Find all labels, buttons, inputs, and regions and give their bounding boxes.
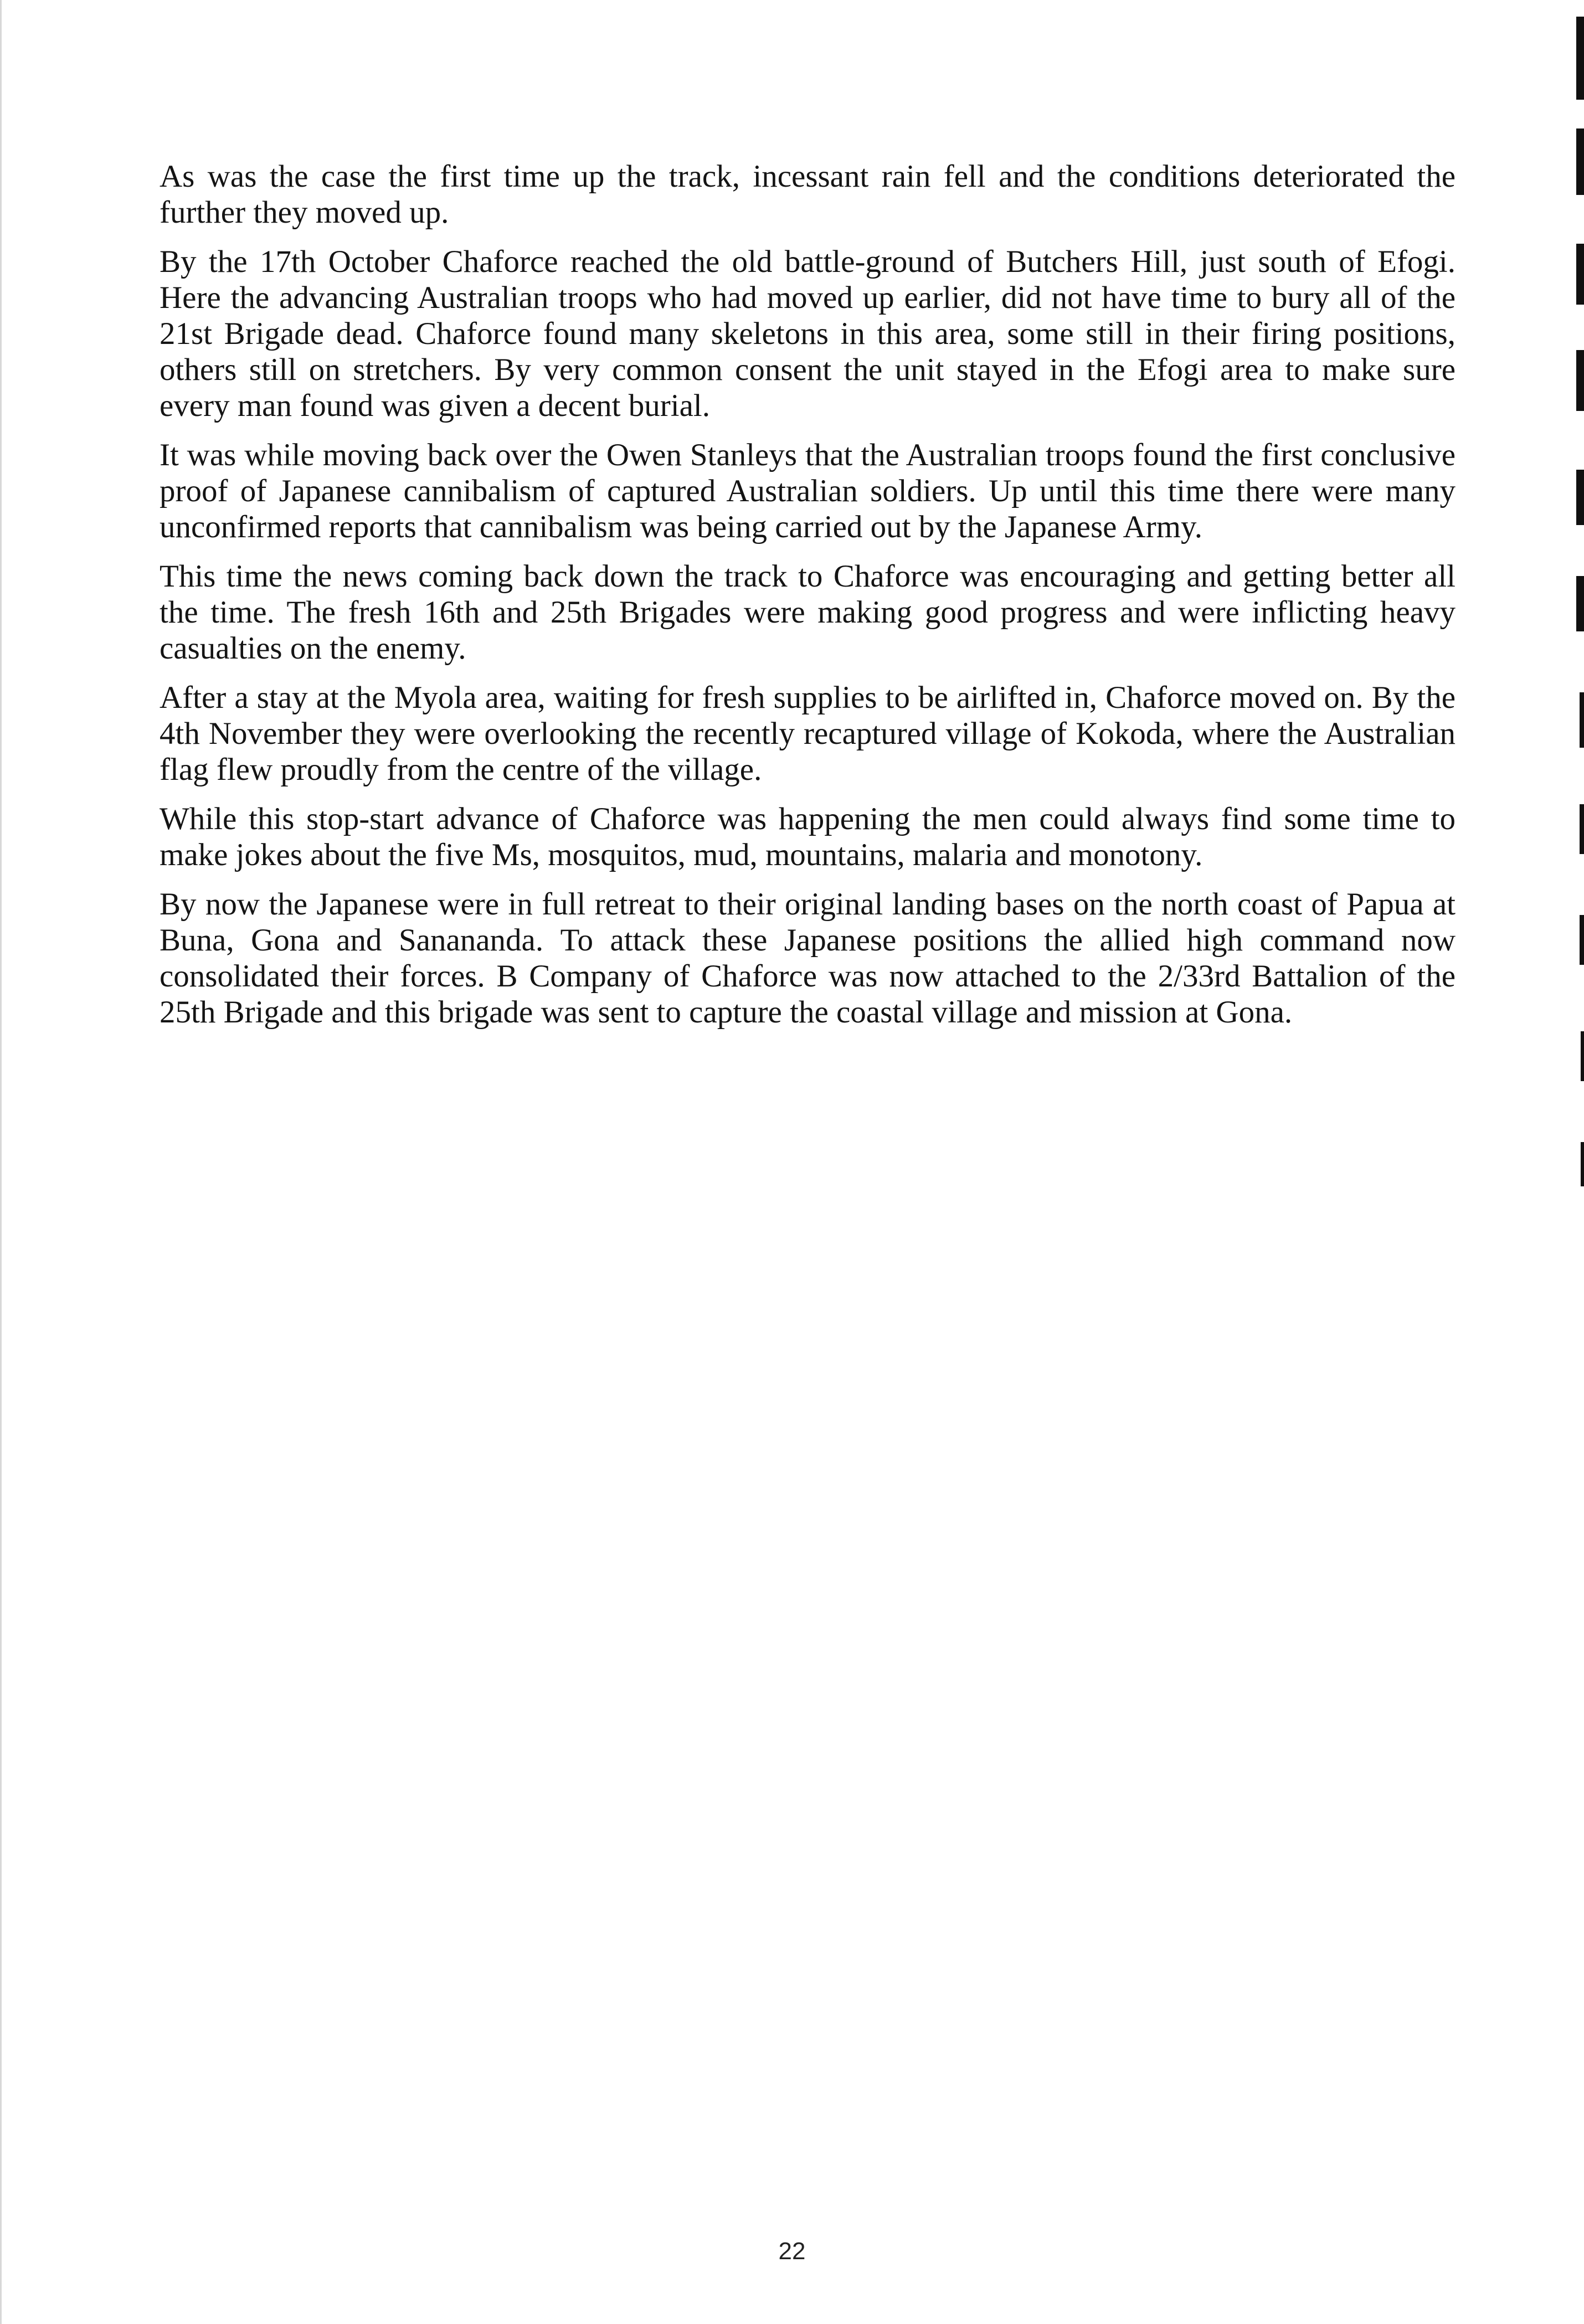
binding-mark (1576, 576, 1584, 631)
binding-mark (1581, 1031, 1584, 1081)
paragraph-myola: After a stay at the Myola area, waiting for fresh supplies to be airlifted in, Chaforce moved on. By the 4th November they were overlooking the recently recaptured village of Kokoda, where the Australian flag flew proudly from the centre of the village. (160, 680, 1456, 787)
paragraph-news: This time the news coming back down the track to Chaforce was encouraging and getting better all the time. The fresh 16th and 25th Brigades were making good progress and were inflicting heavy casualties on the enemy. (160, 559, 1456, 666)
paragraph-retreat: By now the Japanese were in full retreat to their original landing bases on the north coast of Papua at Buna, Gona and Sananandа. To attack these Japanese positions the allied high command now consolidated their forces. B Company of Chaforce was now attached to the 2/33rd Battalion of the 25th Brigade and this brigade was sent to capture the coastal village and mission at Gona. (160, 887, 1456, 1030)
binding-mark (1576, 244, 1584, 305)
binding-mark (1576, 128, 1584, 195)
scan-left-edge (0, 0, 2, 2324)
binding-mark (1580, 692, 1584, 748)
paragraph-rain: As was the case the first time up the track, incessant rain fell and the conditions deteriorated the further they moved up. (160, 159, 1456, 230)
page-number: 22 (778, 2238, 806, 2265)
paragraph-butchers-hill: By the 17th October Chaforce reached the old battle-ground of Butchers Hill, just south of Efogi. Here the advancing Australian troops who had moved up earlier, did not have time to bury all of the 21st Brigade dead. Chaforce found many skeletons in this area, some still in their firing positions, others still on stretchers. By very common consent the unit stayed in the Efogi area to make sure every man found was given a decent burial. (160, 244, 1456, 423)
binding-mark (1576, 350, 1584, 411)
binding-mark (1576, 470, 1584, 525)
binding-mark (1580, 915, 1584, 965)
body-text (160, 158, 1456, 1043)
binding-mark (1580, 804, 1584, 854)
paragraph-owen-stanleys: It was while moving back over the Owen Stanleys that the Australian troops found the first conclusive proof of Japanese cannibalism of captured Australian soldiers. Up until this time there were many unconfirmed reports that cannibalism was being carried out by the Japanese Army. (160, 438, 1456, 544)
binding-mark (1576, 17, 1584, 100)
paragraph-five-ms: While this stop-start advance of Chaforce was happening the men could always find some time to make jokes about the five Ms, mosquitos, mud, mountains, malaria and monotony. (160, 801, 1456, 872)
binding-mark (1581, 1142, 1584, 1186)
